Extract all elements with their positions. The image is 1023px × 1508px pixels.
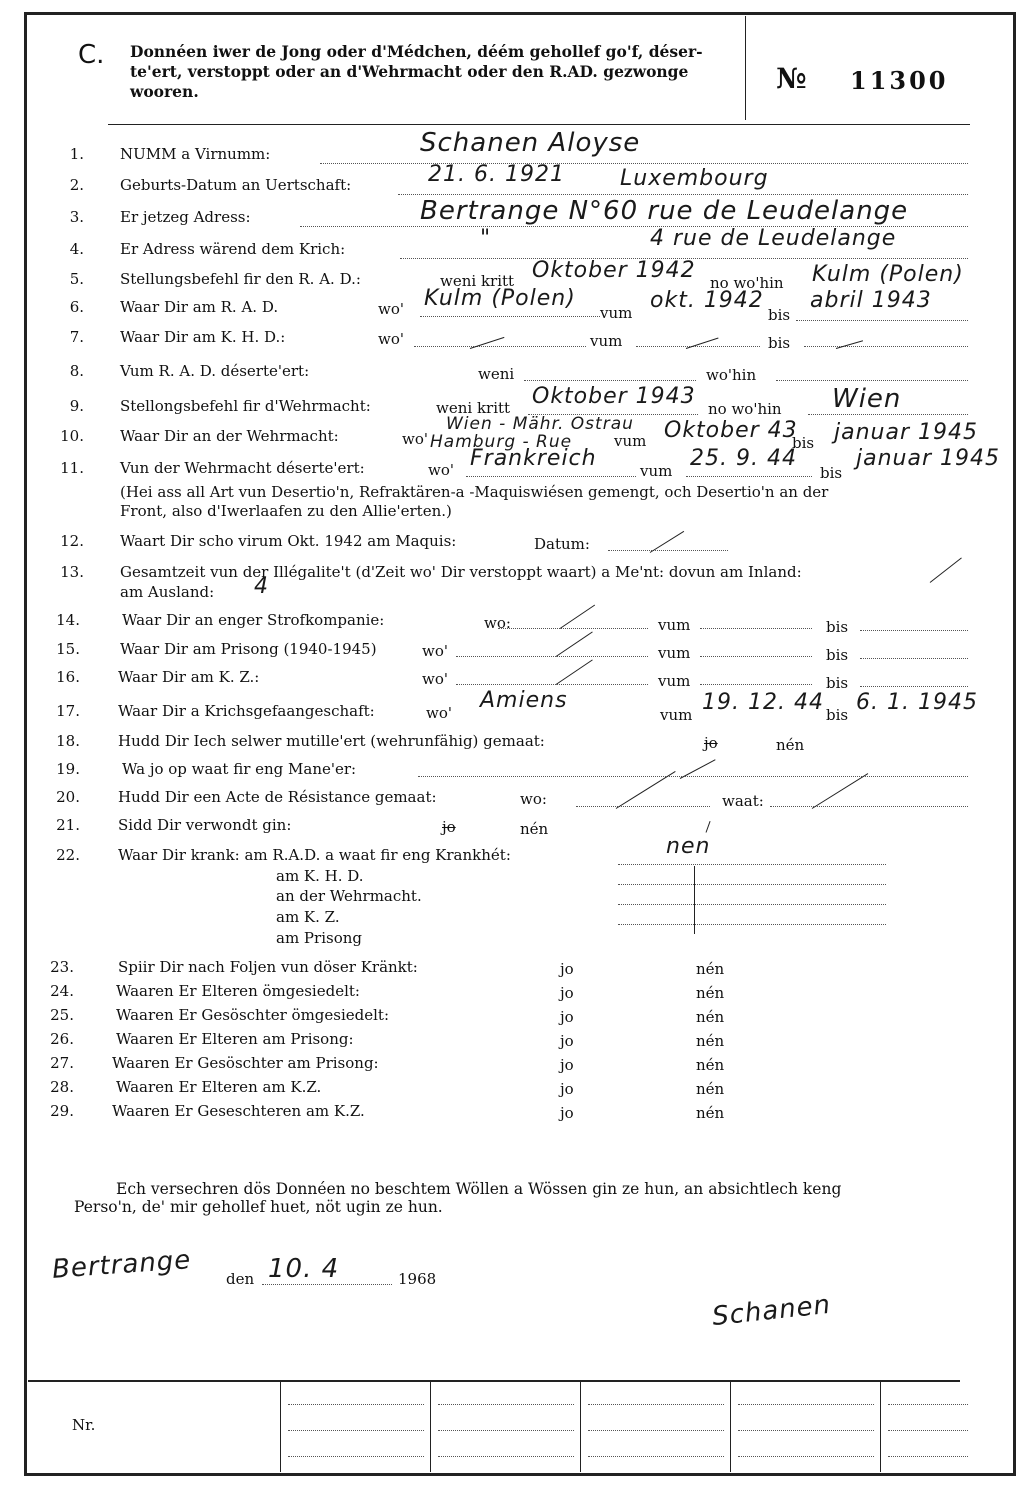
row-label: Spiir Dir nach Foljen vun döser Kränkt:	[118, 958, 418, 976]
signed-place[interactable]: Bertrange	[51, 1245, 193, 1285]
handwritten-birth-place[interactable]: Luxembourg	[620, 166, 769, 191]
row-label: Waaren Er Geseschteren am K.Z.	[112, 1102, 365, 1120]
bottom-table-cell[interactable]	[738, 1456, 874, 1457]
weni-label: weni	[478, 365, 515, 383]
form-title-line1: Donnéen iwer de Jong oder d'Médchen, déém gehollef go'f, déser-	[130, 42, 703, 61]
bis-label: bis	[768, 334, 791, 352]
bottom-table-cell[interactable]	[738, 1430, 874, 1431]
jo-option: jo	[442, 818, 456, 836]
desertion-note-line2: Front, also d'Iwerlaafen zu den Allie'erten.)	[120, 502, 452, 520]
bottom-table-divider	[430, 1382, 431, 1472]
wo-colon-label: wo:	[520, 790, 547, 808]
sick-answer[interactable]: nen	[666, 834, 711, 859]
nen-option: nén	[776, 736, 805, 754]
signed-date[interactable]: 10. 4	[268, 1254, 340, 1284]
row-label: Gesamtzeit vun der Illégalite't (d'Zeit wo' Dir verstoppt waart) a Me'nt: dovun am Inland:	[120, 563, 802, 581]
ausland-months[interactable]: 4	[254, 574, 269, 599]
row-label: Er jetzeg Adress:	[120, 208, 251, 226]
wo-label: wo'	[402, 430, 428, 448]
wo-label: wo'	[422, 642, 448, 660]
nen-option: nén	[696, 960, 725, 978]
row-label: Er Adress wärend dem Krich:	[120, 240, 346, 258]
date-field[interactable]	[262, 1284, 392, 1285]
am-ausland-label: am Ausland:	[120, 583, 215, 601]
row-number: 6.	[69, 298, 84, 316]
prison-from-field[interactable]	[700, 656, 812, 657]
bottom-table-cell[interactable]	[738, 1404, 874, 1405]
vum-label: vum	[658, 616, 691, 634]
row-label: Stellongsbefehl fir d'Wehrmacht:	[120, 397, 371, 415]
row-number: 12.	[60, 532, 84, 550]
row-number: 15.	[56, 640, 80, 658]
vum-label: vum	[658, 672, 691, 690]
nen-option: nén	[696, 1008, 725, 1026]
row-number: 17.	[56, 702, 80, 720]
row-number: 7.	[69, 328, 84, 346]
row-label: Waar Dir am K. H. D.:	[120, 328, 286, 346]
row-label: Waaren Er Gesöschter ömgesiedelt:	[116, 1006, 390, 1024]
row-label: Hudd Dir Iech selwer mutille'ert (wehrunfähig) gemaat:	[118, 732, 545, 750]
bottom-table-divider	[280, 1382, 281, 1472]
bis-label: bis	[792, 434, 815, 452]
declaration-line1: Ech versechren dös Donnéen no beschtem Wöllen a Wössen gin ze hun, an absichtlech keng	[116, 1180, 842, 1198]
bis-label: bis	[768, 306, 791, 324]
maquis-date-field[interactable]	[608, 550, 728, 551]
bottom-table-divider	[730, 1382, 731, 1472]
row-label: Waar Dir krank: am R.A.D. a waat fir eng Krankhét:	[118, 846, 511, 864]
bottom-table-cell[interactable]	[888, 1404, 968, 1405]
wo-label: wo'	[378, 330, 404, 348]
bottom-table-cell[interactable]	[588, 1456, 724, 1457]
weni-kritt-label: weni kritt	[436, 399, 511, 417]
sick-khd-label: am K. H. D.	[276, 867, 364, 885]
row-number: 3.	[69, 208, 84, 226]
row-number: 22.	[56, 846, 80, 864]
row-number: 21.	[56, 816, 80, 834]
jo-option: jo	[560, 1056, 574, 1074]
vum-label: vum	[658, 644, 691, 662]
declaration-line2: Perso'n, de' mir gehollef huet, nöt ugin ze hun.	[74, 1198, 443, 1216]
pow-from[interactable]: 19. 12. 44	[702, 690, 824, 715]
strof-to-field[interactable]	[860, 630, 968, 631]
sickness-field-2[interactable]	[618, 884, 886, 885]
row-label: Waar Dir am Prisong (1940-1945)	[120, 640, 377, 658]
khd-where-field[interactable]	[414, 346, 586, 347]
row-label: Waaren Er Elteren am K.Z.	[116, 1078, 322, 1096]
rad-desert-place-field[interactable]	[776, 380, 968, 381]
desert-where[interactable]: Frankreich	[470, 446, 597, 471]
prison-to-field[interactable]	[860, 658, 968, 659]
row-label: Vun der Wehrmacht déserte'ert:	[120, 459, 365, 477]
wo-colon-label: wo:	[484, 614, 511, 632]
rad-order-place[interactable]: Kulm (Polen)	[812, 262, 964, 287]
jo-option: jo	[560, 960, 574, 978]
row-label: Geburts-Datum an Uertschaft:	[120, 176, 352, 194]
bottom-table-cell[interactable]	[438, 1430, 574, 1431]
row-number: 2.	[69, 176, 84, 194]
strof-from-field[interactable]	[700, 628, 812, 629]
row-number: 24.	[50, 982, 74, 1000]
row-label: Waar Dir am K. Z.:	[118, 668, 260, 686]
wo-label: wo'	[422, 670, 448, 688]
row-number: 20.	[56, 788, 80, 806]
row-label: Waaren Er Elteren ömgesiedelt:	[116, 982, 360, 1000]
row-label: Waaren Er Elteren am Prisong:	[116, 1030, 354, 1048]
bottom-table-cell[interactable]	[888, 1456, 968, 1457]
rad-desert-date-field[interactable]	[524, 380, 696, 381]
desert-from-field[interactable]	[686, 476, 812, 477]
jo-option: jo	[704, 734, 718, 752]
bis-label: bis	[820, 464, 843, 482]
pow-where[interactable]: Amiens	[480, 688, 568, 713]
row-number: 27.	[50, 1054, 74, 1072]
bottom-table-cell[interactable]	[438, 1456, 574, 1457]
jo-option: jo	[560, 1008, 574, 1026]
row-number: 26.	[50, 1030, 74, 1048]
form-title-line3: wooren.	[130, 82, 199, 101]
header-underline	[108, 124, 970, 125]
row-number: 16.	[56, 668, 80, 686]
row-number: 4.	[69, 240, 84, 258]
row-number: 14.	[56, 611, 80, 629]
row-number: 18.	[56, 732, 80, 750]
wohin-label: wo'hin	[706, 366, 757, 384]
handwritten-address[interactable]: Bertrange N°60 rue de Leudelange	[420, 196, 909, 226]
name-field[interactable]	[320, 163, 968, 164]
bottom-table-cell[interactable]	[288, 1404, 424, 1405]
header-divider	[745, 16, 746, 120]
number-symbol: №	[776, 62, 807, 95]
row-label: Waar Dir am R. A. D.	[120, 298, 279, 316]
sick-kz-label: am K. Z.	[276, 908, 340, 926]
bottom-table-divider	[580, 1382, 581, 1472]
row-label: Waar Dir an enger Strofkompanie:	[122, 611, 385, 629]
row-label: Hudd Dir een Acte de Résistance gemaat:	[118, 788, 437, 806]
row-number: 9.	[69, 397, 84, 415]
kz-from-field[interactable]	[700, 684, 812, 685]
handwritten-birth-date[interactable]: 21. 6. 1921	[428, 162, 565, 187]
bottom-table-cell[interactable]	[888, 1430, 968, 1431]
wm-where-2[interactable]: Hamburg - Rue	[430, 432, 573, 452]
bis-label: bis	[826, 646, 849, 664]
nr-label: Nr.	[72, 1416, 96, 1434]
wo-label: wo'	[428, 461, 454, 479]
manner-field[interactable]	[418, 776, 968, 777]
rad-order-date[interactable]: Oktober 1942	[532, 258, 696, 283]
bis-label: bis	[826, 706, 849, 724]
row-number: 19.	[56, 760, 80, 778]
nen-option: nén	[696, 1104, 725, 1122]
khd-from-field[interactable]	[636, 346, 760, 347]
kz-to-field[interactable]	[860, 686, 968, 687]
row-label: NUMM a Virnumm:	[120, 145, 271, 163]
row-label: Stellungsbefehl fir den R. A. D.:	[120, 270, 361, 288]
wm-from[interactable]: Oktober 43	[664, 418, 798, 443]
jo-option: jo	[560, 1032, 574, 1050]
rad-to-field[interactable]	[796, 320, 968, 321]
year-label: 1968	[398, 1270, 437, 1288]
desert-where-field[interactable]	[466, 476, 636, 477]
vum-label: vum	[640, 462, 673, 480]
nen-option: nén	[696, 1032, 725, 1050]
row-label: Waar Dir an der Wehrmacht:	[120, 427, 339, 445]
vum-label: vum	[614, 432, 647, 450]
desert-to[interactable]: januar 1945	[856, 446, 1000, 471]
khd-to-field[interactable]	[804, 346, 968, 347]
nen-option: nén	[696, 984, 725, 1002]
kz-where-field[interactable]	[456, 684, 648, 685]
wm-where-1[interactable]: Wien - Mähr. Ostrau	[446, 414, 634, 434]
row-label: Wa jo op waat fir eng Mane'er:	[122, 760, 357, 778]
strof-where-field[interactable]	[498, 628, 648, 629]
row-number: 5.	[69, 270, 84, 288]
sick-prison-label: am Prisong	[276, 929, 362, 947]
bottom-table-divider	[880, 1382, 881, 1472]
bis-label: bis	[826, 618, 849, 636]
vum-label: vum	[590, 332, 623, 350]
wo-label: wo'	[378, 300, 404, 318]
sickness-field-3[interactable]	[618, 904, 886, 905]
wo-label: wo'	[426, 704, 452, 722]
row-number: 11.	[60, 459, 84, 477]
no-wohin-label: no wo'hin	[708, 400, 782, 418]
nen-option: nén	[696, 1056, 725, 1074]
wm-to[interactable]: januar 1945	[834, 420, 978, 445]
rad-where-field[interactable]	[420, 316, 600, 317]
sickness-field-1[interactable]	[618, 864, 886, 865]
rad-where[interactable]: Kulm (Polen)	[424, 286, 576, 311]
bottom-table-cell[interactable]	[588, 1404, 724, 1405]
nen-option: nén	[696, 1080, 725, 1098]
jo-option: jo	[560, 984, 574, 1002]
rad-from[interactable]: okt. 1942	[650, 288, 764, 313]
war-address-ditto[interactable]: "	[480, 226, 492, 251]
waat-label: waat:	[722, 792, 764, 810]
pow-to[interactable]: 6. 1. 1945	[856, 690, 978, 715]
row-label: Vum R. A. D. déserte'ert:	[120, 362, 310, 380]
form-number: 11300	[850, 66, 949, 95]
resistance-where-field[interactable]	[576, 806, 710, 807]
bis-label: bis	[826, 674, 849, 692]
vum-label: vum	[600, 304, 633, 322]
signature[interactable]: Schanen	[710, 1289, 833, 1333]
desertion-note-line1: (Hei ass all Art vun Desertio'n, Refraktären-a -Maquiswiésen gemengt, och Desertio'n an der	[120, 483, 829, 501]
bottom-table-cell[interactable]	[288, 1430, 424, 1431]
form-title-line2: te'ert, verstoppt oder an d'Wehrmacht oder den R.AD. gezwonge	[130, 62, 689, 81]
section-letter: C.	[78, 40, 105, 70]
rad-to[interactable]: abril 1943	[810, 288, 932, 313]
datum-label: Datum:	[534, 535, 590, 553]
bottom-table-top	[28, 1380, 960, 1382]
prison-where-field[interactable]	[456, 656, 648, 657]
bottom-table-cell[interactable]	[288, 1456, 424, 1457]
row-number: 23.	[50, 958, 74, 976]
den-label: den	[226, 1270, 255, 1288]
no-wohin-label: no wo'hin	[710, 274, 784, 292]
row-number: 13.	[60, 563, 84, 581]
handwritten-war-address[interactable]: 4 rue de Leudelange	[650, 226, 897, 251]
bottom-table-cell[interactable]	[588, 1430, 724, 1431]
wm-order-place[interactable]: Wien	[832, 384, 902, 414]
nen-option: nén	[520, 820, 549, 838]
wm-order-place-field[interactable]	[808, 414, 968, 415]
row-label: Sidd Dir verwondt gin:	[118, 816, 292, 834]
row-label: Waar Dir a Krichsgefaangeschaft:	[118, 702, 375, 720]
desert-from[interactable]: 25. 9. 44	[690, 446, 797, 471]
sick-wehrmacht-label: an der Wehrmacht.	[276, 887, 422, 905]
row-number: 10.	[60, 427, 84, 445]
birth-field[interactable]	[398, 194, 968, 195]
row-number: 1.	[69, 145, 84, 163]
row-number: 28.	[50, 1078, 74, 1096]
vum-label: vum	[660, 706, 693, 724]
row-number: 25.	[50, 1006, 74, 1024]
row-number: 8.	[69, 362, 84, 380]
resistance-what-field[interactable]	[770, 806, 968, 807]
row-number: 29.	[50, 1102, 74, 1120]
handwritten-name[interactable]: Schanen Aloyse	[420, 128, 641, 158]
bottom-table-cell[interactable]	[438, 1404, 574, 1405]
weni-kritt-label: weni kritt	[440, 272, 515, 290]
row-label: Waart Dir scho virum Okt. 1942 am Maquis:	[120, 532, 457, 550]
row-label: Waaren Er Gesöschter am Prisong:	[112, 1054, 379, 1072]
jo-option: jo	[560, 1104, 574, 1122]
wm-order-date[interactable]: Oktober 1943	[532, 384, 696, 409]
sickness-field-4[interactable]	[618, 924, 886, 925]
sick-ditto-line	[694, 866, 695, 934]
jo-option: jo	[560, 1080, 574, 1098]
